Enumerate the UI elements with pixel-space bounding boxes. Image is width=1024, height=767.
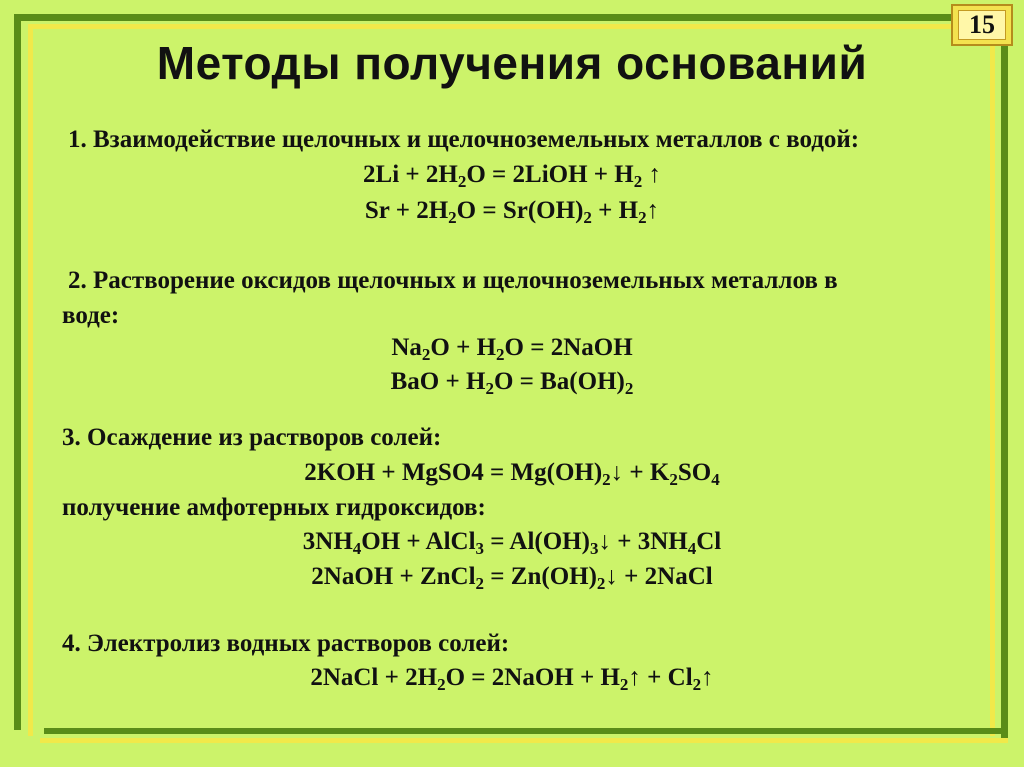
subscript: 2 bbox=[669, 469, 678, 489]
formula-text: O = 2NaOH + H bbox=[445, 664, 620, 691]
subscript: 2 bbox=[485, 378, 494, 398]
frame-bottom-green bbox=[44, 728, 1008, 734]
subscript: 2 bbox=[496, 344, 505, 364]
formula-text: ↓ + K bbox=[610, 459, 670, 486]
subscript: 2 bbox=[633, 171, 643, 191]
formula-text: O = Ba(OH) bbox=[493, 368, 625, 395]
formula-text: Cl bbox=[696, 528, 722, 555]
formula-text: 2KOH + MgSO4 = Mg(OH) bbox=[304, 459, 603, 486]
subscript: 2 bbox=[624, 378, 634, 398]
formula-text: 2NaCl + 2H bbox=[310, 664, 438, 691]
section-3-heading: 3. Осаждение из растворов солей: bbox=[62, 424, 442, 451]
equation bbox=[0, 563, 1024, 591]
subscript: 4 bbox=[352, 538, 362, 558]
subscript: 2 bbox=[596, 573, 606, 593]
subscript: 4 bbox=[687, 538, 697, 558]
slide-title: Методы получения оснований bbox=[156, 37, 868, 89]
subscript: 2 bbox=[638, 207, 647, 227]
frame-bottom-yellow bbox=[40, 738, 1008, 743]
subscript: 2 bbox=[619, 674, 629, 694]
subscript: 2 bbox=[475, 573, 485, 593]
formula-text: 2Li + 2H bbox=[363, 161, 458, 188]
subscript: 2 bbox=[692, 674, 702, 694]
formula-text: Na bbox=[391, 334, 422, 361]
formula-text: O = 2NaOH bbox=[504, 334, 633, 361]
section-4-heading: 4. Электролиз водных растворов солей: bbox=[62, 630, 510, 657]
equation bbox=[0, 368, 1024, 396]
equation bbox=[0, 334, 1024, 362]
formula-text: = Zn(OH) bbox=[484, 563, 597, 590]
equation bbox=[0, 197, 1024, 225]
subscript: 2 bbox=[602, 469, 611, 489]
equation bbox=[0, 161, 1024, 189]
subscript: 2 bbox=[421, 344, 431, 364]
section-3-subheading: получение амфотерных гидроксидов: bbox=[62, 494, 486, 521]
formula-text: BaO + H bbox=[390, 368, 486, 395]
formula-text: ↓ + 3NH bbox=[598, 528, 688, 555]
formula-text: OH + AlCl bbox=[361, 528, 476, 555]
section-2-heading-continued: воде: bbox=[62, 302, 120, 329]
subscript: 3 bbox=[475, 538, 485, 558]
formula-text: ↑ bbox=[701, 664, 714, 691]
section-2-heading: 2. Растворение оксидов щелочных и щелочноземельных металлов в bbox=[68, 267, 838, 294]
subscript: 2 bbox=[583, 207, 592, 227]
formula-text: 3NH bbox=[302, 528, 353, 555]
formula-text: = Al(OH) bbox=[484, 528, 590, 555]
formula-text: SO bbox=[677, 459, 712, 486]
subscript: 4 bbox=[711, 469, 720, 489]
equation bbox=[0, 664, 1024, 692]
frame-top-green bbox=[14, 14, 1002, 21]
frame-top-yellow bbox=[28, 24, 994, 29]
section-1-heading: 1. Взаимодействие щелочных и щелочноземельных металлов с водой: bbox=[68, 126, 860, 153]
page-number: 15 bbox=[958, 10, 1006, 40]
formula-text: ↓ + 2NaCl bbox=[605, 563, 713, 590]
formula-text: + H bbox=[591, 197, 639, 224]
equation bbox=[0, 528, 1024, 556]
formula-text: ↑ bbox=[642, 161, 661, 188]
formula-text: Sr + 2H bbox=[364, 197, 449, 224]
formula-text: O = 2LiOH + H bbox=[466, 161, 634, 188]
subscript: 2 bbox=[448, 207, 457, 227]
subscript: 3 bbox=[589, 538, 599, 558]
formula-text: O + H bbox=[430, 334, 497, 361]
formula-text: ↑ bbox=[646, 197, 660, 224]
subscript: 2 bbox=[457, 171, 467, 191]
formula-text: 2NaOH + ZnCl bbox=[311, 563, 476, 590]
subscript: 2 bbox=[437, 674, 446, 694]
formula-text: ↑ + Cl bbox=[628, 664, 693, 691]
equation bbox=[0, 459, 1024, 487]
formula-text: O = Sr(OH) bbox=[456, 197, 584, 224]
